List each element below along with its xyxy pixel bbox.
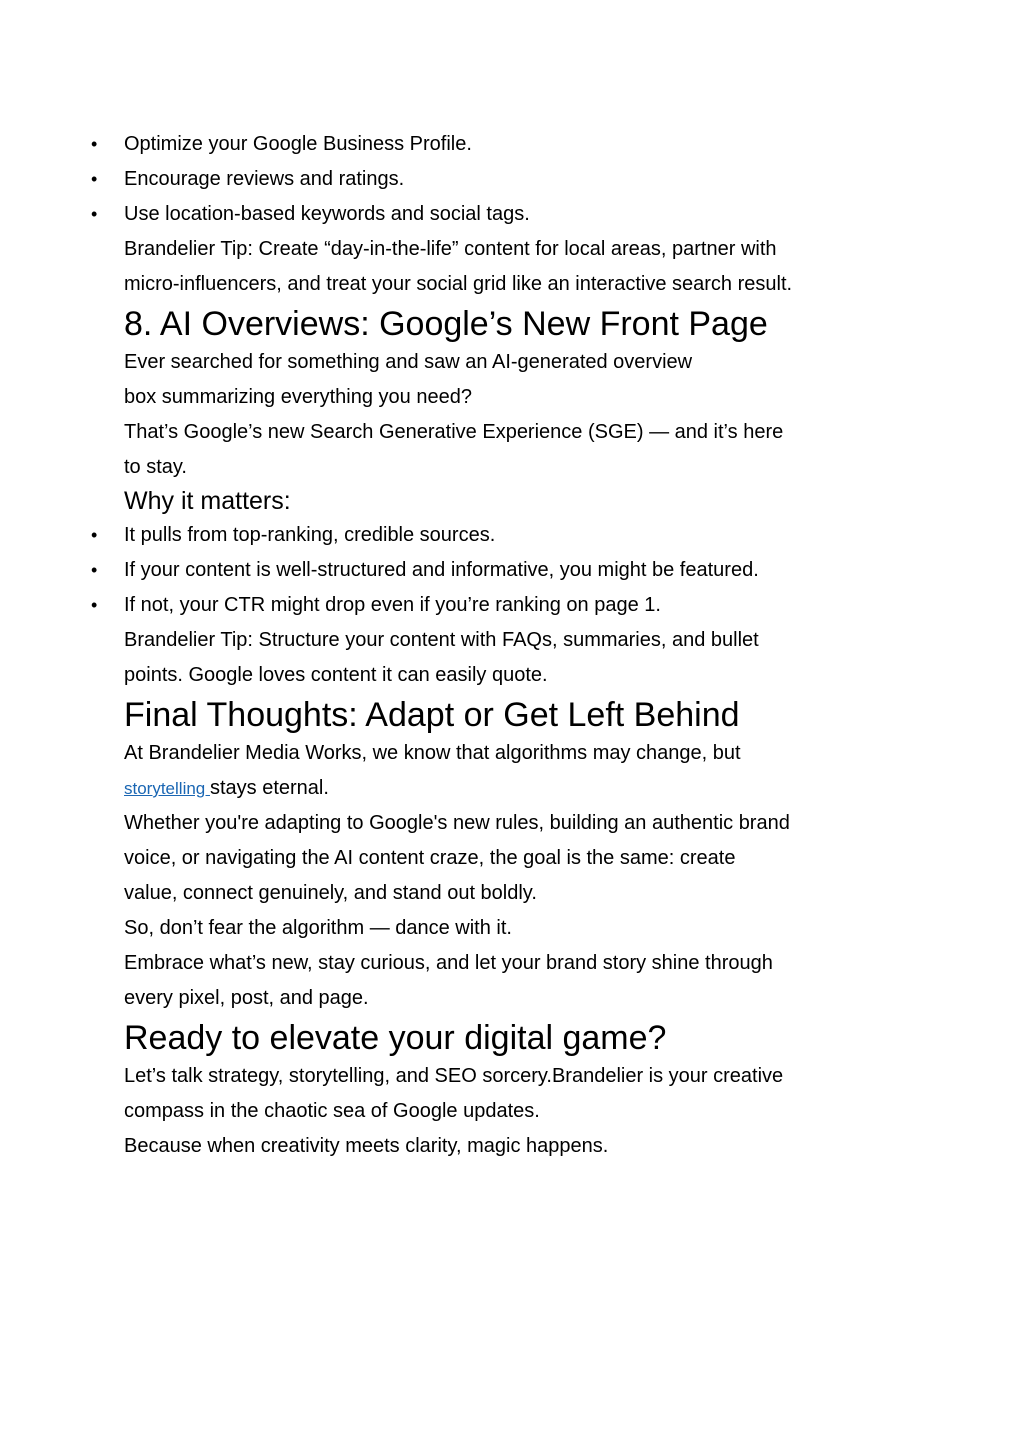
paragraph-line: At Brandelier Media Works, we know that algorithms may change, but [124,742,741,764]
paragraph-line: Whether you're adapting to Google's new rules, building an authentic brand [124,812,790,834]
paragraph-line: box summarizing everything you need? [124,386,472,408]
list-item [91,553,914,588]
section-heading-cta: Ready to elevate your digital game? [124,1019,667,1057]
list-item [91,588,914,623]
paragraph-line [124,771,914,806]
paragraph-text: stays eternal. [209,777,329,799]
list-item-text: If not, your CTR might drop even if you’re ranking on page 1. [124,594,661,616]
storytelling-link[interactable]: storytelling [124,779,210,798]
paragraph-line: compass in the chaotic sea of Google updates. [124,1100,540,1122]
bullet-icon: • [91,560,98,580]
list-item-text: If your content is well-structured and informative, you might be featured. [124,559,759,581]
list-item [91,127,914,162]
paragraph-line: to stay. [124,456,187,478]
paragraph-line: every pixel, post, and page. [124,987,369,1009]
bullet-icon: • [91,595,98,615]
bullet-icon: • [91,525,98,545]
tip-paragraph-line: Brandelier Tip: Create “day-in-the-life” content for local areas, partner with [124,238,777,260]
section-heading-ai-overviews: 8. AI Overviews: Google’s New Front Page [124,305,768,343]
paragraph-line: Let’s talk strategy, storytelling, and SEO sorcery.Brandelier is your creative [124,1065,784,1087]
bullet-icon: • [91,134,98,154]
list-item-text: Encourage reviews and ratings. [124,168,405,190]
paragraph-line: voice, or navigating the AI content craze, the goal is the same: create [124,847,736,869]
tip-paragraph-line: Brandelier Tip: Structure your content with FAQs, summaries, and bullet [124,629,759,651]
document-page [91,127,914,1164]
bullet-icon: • [91,204,98,224]
list-item-text: Optimize your Google Business Profile. [124,133,472,155]
paragraph-line: Ever searched for something and saw an AI-generated overview [124,351,693,373]
bullet-icon: • [91,169,98,189]
paragraph-line: Embrace what’s new, stay curious, and let your brand story shine through [124,952,773,974]
paragraph-line: Because when creativity meets clarity, magic happens. [124,1135,609,1157]
list-item [91,162,914,197]
section-heading-final-thoughts: Final Thoughts: Adapt or Get Left Behind [124,696,740,734]
list-item-text: It pulls from top-ranking, credible sources. [124,524,496,546]
tip-paragraph-line: points. Google loves content it can easily quote. [124,664,548,686]
subheading-why-it-matters: Why it matters: [124,487,291,515]
paragraph-line: That’s Google’s new Search Generative Experience (SGE) — and it’s here [124,421,784,443]
paragraph-line: value, connect genuinely, and stand out boldly. [124,882,537,904]
tip-paragraph-line: micro-influencers, and treat your social grid like an interactive search result. [124,273,793,295]
paragraph-line: So, don’t fear the algorithm — dance with it. [124,917,512,939]
list-item [91,518,914,553]
list-item-text: Use location-based keywords and social tags. [124,203,530,225]
list-item [91,197,914,232]
